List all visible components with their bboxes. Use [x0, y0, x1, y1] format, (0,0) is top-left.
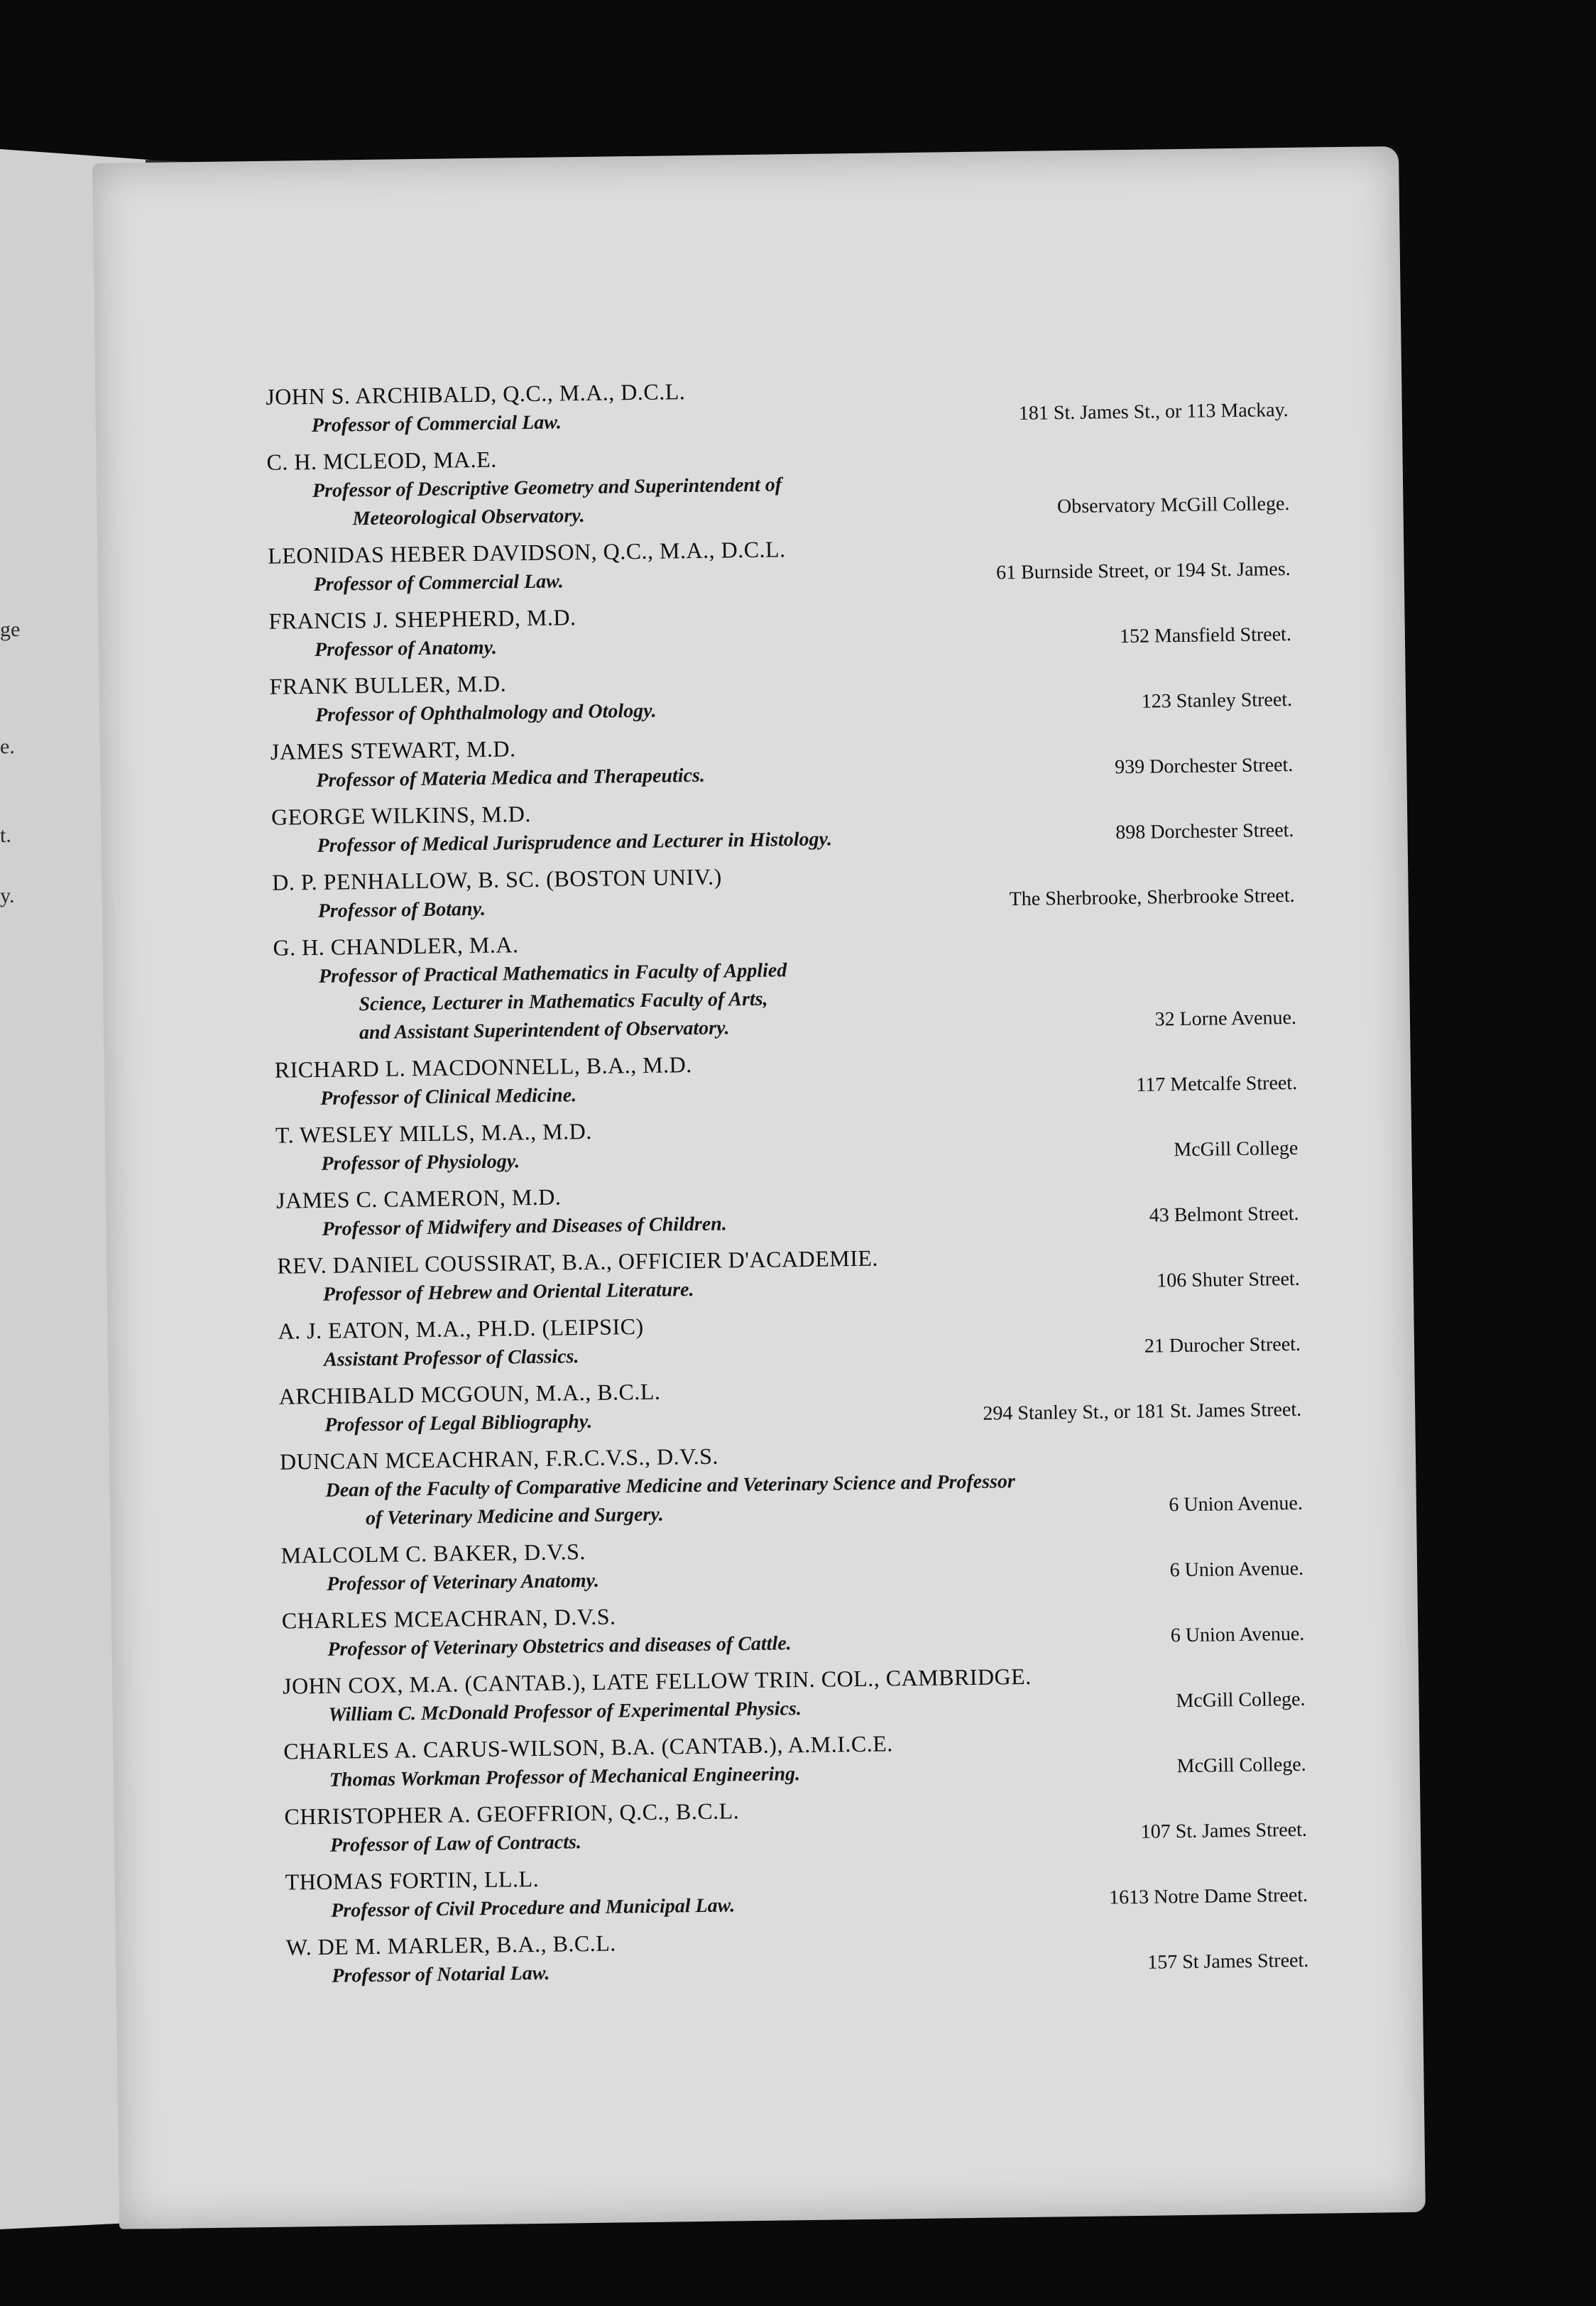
faculty-title: Professor of Civil Procedure and Municipal Law.	[331, 1894, 736, 1922]
faculty-address: 61 Burnside Street, or 194 St. James.	[995, 557, 1291, 584]
faculty-name: GEORGE WILKINS, M.D.	[270, 800, 532, 830]
faculty-title: Professor of Hebrew and Oriental Literature.	[322, 1279, 694, 1306]
faculty-title: Professor of Ophthalmology and Otology.	[315, 699, 657, 726]
faculty-title: Professor of Clinical Medicine.	[320, 1084, 577, 1110]
faculty-name: G. H. CHANDLER, M.A.	[273, 931, 519, 961]
faculty-entry	[268, 592, 1291, 665]
faculty-title: Professor of Commercial Law.	[313, 570, 564, 596]
faculty-title: Thomas Workman Professor of Mechanical Engineering.	[329, 1763, 801, 1791]
faculty-name: ARCHIBALD MCGOUN, M.A., B.C.L.	[278, 1378, 661, 1409]
document-page	[92, 146, 1426, 2229]
faculty-entry	[270, 723, 1294, 796]
faculty-title: Professor of Anatomy.	[314, 636, 498, 661]
faculty-address: 157 St James Street.	[1147, 1949, 1309, 1974]
faculty-entry	[266, 433, 1289, 535]
faculty-title: Professor of Law of Contracts.	[329, 1831, 582, 1857]
faculty-entry	[278, 1302, 1301, 1375]
faculty-name: D. P. PENHALLOW, B. SC. (BOSTON UNIV.)	[272, 863, 723, 895]
faculty-address: 939 Dorchester Street.	[1114, 753, 1294, 779]
faculty-name: MALCOLM C. BAKER, D.V.S.	[280, 1539, 586, 1568]
left-page-fragment: t.	[0, 824, 11, 847]
faculty-title: Professor of Legal Bibliography.	[324, 1410, 593, 1436]
faculty-title: and Assistant Superintendent of Observatory.	[359, 1017, 730, 1044]
faculty-name: FRANK BULLER, M.D.	[269, 670, 507, 699]
faculty-entry	[283, 1657, 1306, 1730]
faculty-title: Dean of the Faculty of Comparative Medicine and Veterinary Science and Professor	[325, 1470, 1016, 1502]
faculty-name: RICHARD L. MACDONNELL, B.A., M.D.	[274, 1051, 692, 1083]
faculty-name: THOMAS FORTIN, LL.L.	[285, 1865, 540, 1895]
faculty-entry	[272, 853, 1295, 927]
faculty-name: REV. DANIEL COUSSIRAT, B.A., OFFICIER D'ACADEMIE.	[277, 1245, 879, 1279]
faculty-name: DUNCAN MCEACHRAN, F.R.C.V.S., D.V.S.	[279, 1443, 719, 1475]
faculty-entry	[280, 1526, 1303, 1600]
faculty-entry	[271, 788, 1294, 861]
faculty-name: CHARLES A. CARUS-WILSON, B.A. (CANTAB.), A.M.I.C.E.	[283, 1730, 893, 1764]
faculty-name: T. WESLEY MILLS, M.A., M.D.	[275, 1118, 592, 1148]
faculty-entry	[286, 1918, 1309, 1991]
faculty-title: William C. McDonald Professor of Experimental Physics.	[328, 1698, 802, 1726]
faculty-name: JAMES STEWART, M.D.	[270, 736, 516, 765]
left-page-fragment: e.	[0, 735, 15, 758]
faculty-address: McGill College	[1174, 1137, 1299, 1162]
faculty-title: Professor of Botany.	[317, 897, 486, 922]
faculty-address: 1613 Notre Dame Street.	[1108, 1884, 1308, 1909]
faculty-entry	[278, 1367, 1301, 1441]
faculty-title: Professor of Physiology.	[321, 1150, 520, 1175]
faculty-title: Professor of Descriptive Geometry and Superintendent of	[312, 474, 782, 502]
faculty-title: Professor of Practical Mathematics in Faculty of Applied	[318, 959, 787, 988]
faculty-title: Professor of Veterinary Anatomy.	[327, 1569, 600, 1595]
faculty-entry	[269, 657, 1292, 731]
faculty-address: 107 St. James Street.	[1140, 1818, 1308, 1843]
faculty-entry	[277, 1237, 1300, 1310]
faculty-address: 152 Mansfield Street.	[1119, 623, 1292, 648]
left-page-fragment: y.	[0, 884, 15, 907]
faculty-address: The Sherbrooke, Sherbrooke Street.	[1009, 884, 1295, 911]
faculty-entry	[276, 1171, 1299, 1245]
faculty-address: McGill College.	[1176, 1753, 1306, 1778]
faculty-address: 898 Dorchester Street.	[1115, 819, 1294, 844]
faculty-address: 6 Union Avenue.	[1169, 1557, 1304, 1582]
faculty-address: 21 Durocher Street.	[1144, 1333, 1301, 1357]
faculty-name: LEONIDAS HEBER DAVIDSON, Q.C., M.A., D.C.L.	[268, 536, 786, 569]
faculty-entry	[280, 1433, 1303, 1534]
faculty-title: Professor of Veterinary Obstetrics and diseases of Cattle.	[327, 1632, 792, 1661]
faculty-title: Professor of Midwifery and Diseases of Children.	[322, 1213, 727, 1240]
faculty-address: 117 Metcalfe Street.	[1136, 1071, 1298, 1096]
faculty-name: W. DE M. MARLER, B.A., B.C.L.	[285, 1930, 617, 1960]
faculty-entry	[268, 527, 1291, 600]
faculty-address: 32 Lorne Avenue.	[1154, 1006, 1297, 1031]
faculty-entry	[275, 1106, 1299, 1179]
faculty-title: Assistant Professor of Classics.	[323, 1345, 579, 1371]
faculty-title: Meteorological Observatory.	[352, 504, 585, 530]
faculty-title: Professor of Materia Medica and Therapeutics.	[316, 764, 706, 792]
faculty-name: FRANCIS J. SHEPHERD, M.D.	[268, 604, 576, 634]
faculty-entry	[274, 1041, 1297, 1114]
faculty-entry	[283, 1722, 1306, 1796]
faculty-address: McGill College.	[1176, 1688, 1306, 1712]
faculty-address: Observatory McGill College.	[1056, 492, 1290, 518]
faculty-address: 6 Union Avenue.	[1169, 1492, 1303, 1517]
faculty-name: A. J. EATON, M.A., PH.D. (LEIPSIC)	[278, 1313, 644, 1344]
faculty-entry	[282, 1592, 1305, 1665]
faculty-name: JAMES C. CAMERON, M.D.	[275, 1184, 562, 1213]
faculty-address: 294 Stanley St., or 181 St. James Street.	[983, 1398, 1302, 1425]
faculty-entry	[273, 919, 1296, 1049]
faculty-title: Professor of Medical Jurisprudence and Lecturer in Histology.	[317, 828, 833, 857]
faculty-name: C. H. MCLEOD, MA.E.	[266, 446, 497, 475]
faculty-address: 106 Shuter Street.	[1157, 1267, 1300, 1292]
faculty-title: Professor of Commercial Law.	[311, 411, 562, 437]
faculty-address: 181 St. James St., or 113 Mackay.	[1018, 398, 1289, 425]
faculty-name: CHRISTOPHER A. GEOFFRION, Q.C., B.C.L.	[284, 1798, 740, 1830]
faculty-name: JOHN S. ARCHIBALD, Q.C., M.A., D.C.L.	[266, 378, 686, 410]
faculty-entry	[266, 368, 1289, 441]
faculty-title: Professor of Notarial Law.	[332, 1962, 550, 1987]
faculty-title: of Veterinary Medicine and Surgery.	[365, 1503, 664, 1530]
faculty-title: Science, Lecturer in Mathematics Faculty of Arts,	[359, 988, 768, 1016]
faculty-address: 123 Stanley Street.	[1141, 688, 1293, 713]
faculty-entry	[284, 1788, 1307, 1861]
faculty-address: 43 Belmont Street.	[1149, 1202, 1299, 1227]
faculty-name: CHARLES MCEACHRAN, D.V.S.	[281, 1603, 616, 1634]
left-page-fragment: ge	[0, 618, 21, 641]
faculty-entry	[285, 1853, 1308, 1926]
faculty-name: JOHN COX, M.A. (CANTAB.), LATE FELLOW TRIN. COL., CAMBRIDGE.	[282, 1663, 1032, 1699]
faculty-address: 6 Union Avenue.	[1170, 1622, 1305, 1647]
faculty-list	[266, 368, 1309, 1997]
